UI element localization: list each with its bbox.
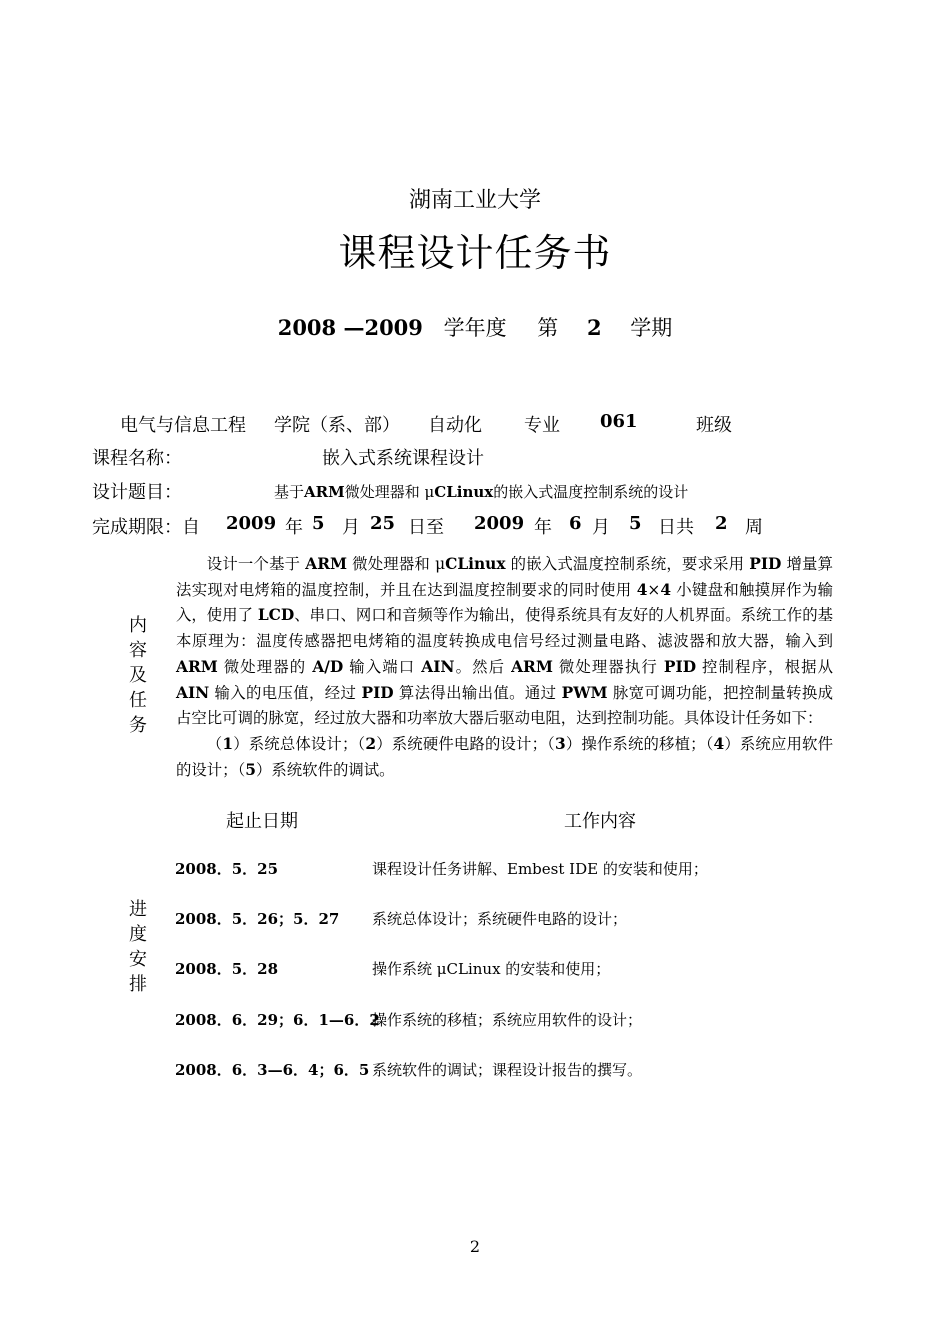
text-segment: 输入端口 [343, 657, 422, 676]
term-semester: 2 [586, 315, 602, 340]
deadline-end-year-unit: 年 [534, 517, 552, 538]
deadline-end-day: 5 [629, 513, 642, 534]
text-segment: 1 [222, 734, 234, 753]
deadline-end-month: 6 [569, 513, 582, 534]
schedule-work: 操作系统 μCLinux 的安装和使用； [372, 960, 611, 978]
text-segment: LCD [257, 606, 295, 625]
schedule-section-label: 进 度 安 排 [129, 899, 147, 995]
text-segment: 5 [245, 760, 256, 779]
content-text [176, 552, 833, 783]
text-segment: PID [361, 683, 394, 702]
deadline-end-month-unit: 月 [592, 517, 610, 538]
text-segment: 4 [713, 734, 725, 753]
schedule-date: 2008．5．28 [175, 960, 279, 978]
deadline-end-year: 2009 [474, 513, 525, 534]
text-segment: AIN [176, 683, 210, 702]
text-segment: 2 [365, 734, 377, 753]
course-name-value: 嵌入式系统课程设计 [322, 448, 484, 469]
text-segment: 4 [636, 580, 648, 599]
text-segment: CLinux [445, 555, 506, 573]
deadline-start-year: 2009 [226, 513, 277, 534]
text-segment: ）系统应用软件的设计；（ [176, 734, 833, 779]
deadline-total: 日共 [658, 517, 694, 538]
text-segment: 微处理器执行 [552, 657, 664, 676]
major-label: 专业 [524, 415, 560, 436]
college-suffix: 学院（系、部） [274, 415, 400, 436]
schedule-work-header: 工作内容 [564, 811, 636, 832]
text-segment: 控制程序，根据从 [696, 657, 833, 676]
deadline-year-unit: 年 [285, 517, 303, 538]
text-segment: 4 [660, 580, 672, 599]
term-ordinal-prefix: 第 [537, 316, 559, 340]
schedule-work: 系统软件的调试；课程设计报告的撰写。 [372, 1061, 643, 1079]
text-segment: 输入的电压值，经过 [209, 683, 362, 702]
schedule-work: 操作系统的移植；系统应用软件的设计； [372, 1011, 643, 1029]
term-years: 2008 —2009 [277, 315, 423, 340]
text-segment: ARM [511, 657, 553, 676]
topic-part: ARM [304, 483, 345, 501]
design-topic-label: 设计题目： [92, 482, 182, 503]
text-segment: ARM [176, 657, 218, 676]
text-segment: ARM [305, 555, 348, 573]
schedule-date-header: 起止日期 [226, 811, 298, 832]
deadline-weeks: 2 [715, 513, 728, 534]
schedule-work: 系统总体设计；系统硬件电路的设计； [372, 910, 628, 928]
text-segment: PID [663, 657, 697, 676]
text-segment: ）系统软件的调试。 [255, 760, 395, 779]
term-year-unit: 学年度 [443, 316, 507, 340]
deadline-label: 完成期限：自 [92, 517, 200, 538]
topic-part: CLinux [434, 483, 494, 501]
content-paragraph [176, 552, 833, 732]
text-segment: A/D [312, 657, 344, 676]
deadline-start-month: 5 [312, 513, 325, 534]
deadline-start-day: 25 [370, 513, 396, 534]
term-line [0, 312, 950, 342]
university-name: 湖南工业大学 [408, 188, 541, 213]
topic-part: 微处理器和 μ [344, 483, 435, 501]
text-segment: ）系统硬件电路的设计；（ [376, 734, 555, 753]
schedule-work: 课程设计任务讲解、Embest IDE 的安装和使用； [372, 860, 708, 878]
text-segment: ）操作系统的移植；（ [565, 734, 714, 753]
major-name: 自动化 [428, 415, 482, 436]
deadline-month-unit: 月 [342, 517, 360, 538]
text-segment: 微处理器的 [217, 657, 313, 676]
text-segment: PID [749, 555, 782, 573]
text-segment: AIN [421, 657, 455, 676]
text-segment: × [647, 580, 661, 599]
text-segment: 脉宽可调功能，把控制量转换成占空比可调的脉宽，经过放大器和功率放大器后驱动电阻，达到控制功能。具体设计任务如下： [176, 683, 833, 728]
text-segment: 小键盘和触摸屏作为输入，使用了 [176, 580, 833, 625]
class-label: 班级 [696, 415, 732, 436]
text-segment: 增量算法实现对电烤箱的温度控制，并且在达到温度控制要求的同时使用 [176, 555, 833, 599]
page-number: 2 [469, 1237, 481, 1256]
text-segment: 微处理器和 μ [347, 555, 446, 573]
schedule-date: 2008．5．26；5．27 [175, 910, 340, 928]
text-segment: （ [206, 734, 223, 753]
deadline-week-unit: 周 [745, 517, 763, 538]
text-segment: 3 [554, 734, 566, 753]
document-title: 课程设计任务书 [338, 231, 612, 275]
course-name-label: 课程名称： [92, 448, 182, 469]
text-segment: 、串口、网口和音频等作为输出，使得系统具有友好的人机界面。系统工作的基本原理为：温度传感器把电烤箱的温度转换成电信号经过测量电路、滤波器和放大器，输入到 [176, 606, 833, 651]
topic-part: 的嵌入式温度控制系统的设计 [493, 483, 689, 501]
class-number: 061 [600, 411, 638, 432]
text-segment: PWM [561, 683, 608, 702]
text-segment: 的嵌入式温度控制系统，要求采用 [505, 555, 750, 573]
design-topic-value [274, 481, 688, 502]
schedule-date: 2008．6．29；6．1—6．2 [175, 1011, 380, 1029]
deadline-to: 日至 [408, 517, 444, 538]
text-segment: 设计一个基于 [206, 555, 306, 573]
topic-part: 基于 [274, 483, 305, 501]
text-segment: 算法得出输出值。通过 [393, 683, 562, 702]
text-segment: ）系统总体设计；（ [233, 734, 366, 753]
schedule-date: 2008．5．25 [175, 860, 279, 878]
college-name: 电气与信息工程 [120, 415, 246, 436]
content-section-label: 内 容 及 任 务 [129, 615, 147, 736]
text-segment: 。然后 [454, 657, 512, 676]
task-list-paragraph [176, 732, 833, 783]
schedule-date: 2008．6．3—6．4；6．5 [175, 1061, 370, 1079]
term-semester-unit: 学期 [630, 316, 673, 340]
